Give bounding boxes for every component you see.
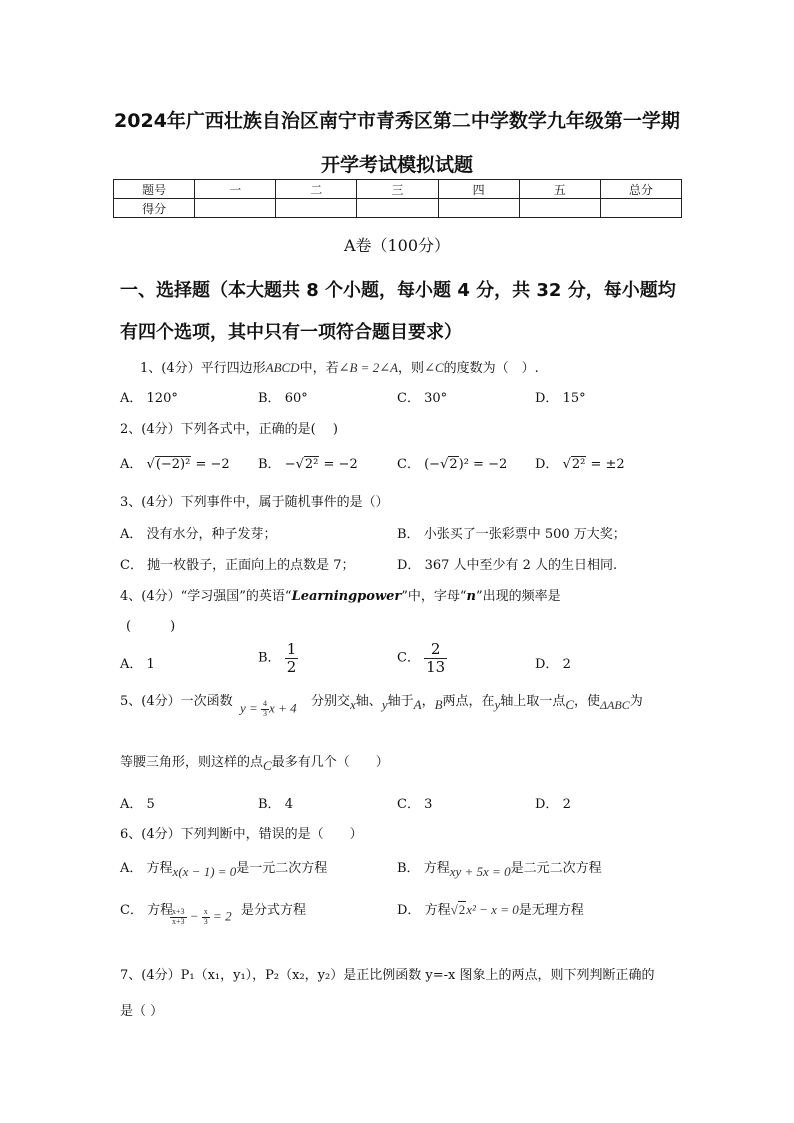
q5-option-d[interactable]: D． 2 — [535, 797, 571, 812]
score-cell[interactable] — [438, 199, 519, 218]
q3-option-b[interactable]: B． 小张买了一张彩票中 500 万大奖； — [397, 527, 626, 542]
volume-title: A卷（100分） — [343, 236, 451, 255]
question-7-line2: 是（ ） — [120, 1004, 164, 1019]
question-2-stem: 2、(4分）下列各式中，正确的是( ) — [120, 422, 338, 437]
q2-option-b[interactable]: B． −√2² = −2 — [258, 457, 358, 472]
q5-formula: y = $\frac{4}{3}$ x + 4 — [240, 699, 297, 718]
score-table — [113, 179, 682, 218]
q1-text: ，则 — [398, 361, 425, 376]
q6-option-b[interactable]: B． 方程xy + 5x = 0是二元二次方程 — [397, 861, 602, 879]
q1-option-a[interactable]: A． 120° — [120, 391, 178, 406]
q1-option-c[interactable]: C． 30° — [397, 391, 448, 406]
page-title-line2: 开学考试模拟试题 — [320, 154, 473, 176]
score-table-header-cell: 一 — [195, 180, 276, 199]
score-table-header-cell: 二 — [276, 180, 357, 199]
q6-option-c-suffix: 是分式方程 — [241, 903, 307, 918]
question-5-stem-line2: 等腰三角形，则这样的点C最多有几个（ ） — [120, 755, 389, 773]
q6-option-c-formula: $\frac{x+3}{x+3}$ − $\frac{x}{3}$ = 2 — [172, 907, 232, 926]
score-cell[interactable] — [357, 199, 438, 218]
score-cell[interactable] — [519, 199, 600, 218]
q4-option-b[interactable]: B． $\frac{1}{2}$ — [258, 640, 297, 676]
question-3-stem: 3、(4分）下列事件中，属于随机事件的是（） — [120, 495, 389, 510]
question-5-stem-prefix: 5、(4分）一次函数 — [120, 694, 233, 709]
q3-option-c[interactable]: C． 抛一枚骰子，正面向上的点数是 7； — [120, 558, 355, 573]
q4-option-a[interactable]: A． 1 — [120, 657, 155, 672]
score-table-header-cell: 四 — [438, 180, 519, 199]
section-heading-line2: 有四个选项，其中只有一项符合题目要求） — [120, 322, 462, 343]
question-5-stem-rest: 分别交x轴、y轴于A，B两点，在y轴上取一点C，使ΔABC为 — [311, 694, 643, 712]
question-1-stem — [140, 357, 539, 376]
q5-option-c[interactable]: C． 3 — [397, 797, 433, 812]
score-cell[interactable] — [195, 199, 276, 218]
q2-option-c[interactable]: C． (−√2)² = −2 — [397, 457, 508, 472]
score-row-label: 得分 — [114, 199, 195, 218]
q5-option-b[interactable]: B． 4 — [258, 797, 293, 812]
section-heading-line1: 一、选择题（本大题共 8 个小题，每小题 4 分，共 32 分，每小题均 — [120, 280, 676, 301]
q1-option-d[interactable]: D． 15° — [535, 391, 586, 406]
q6-option-d[interactable]: D． 方程√2x² − x = 0是无理方程 — [397, 902, 584, 918]
q3-option-d[interactable]: D． 367 人中至少有 2 人的生日相同. — [397, 558, 618, 573]
q4-option-c[interactable]: C． $\frac{2}{13}$ — [397, 640, 446, 676]
score-cell[interactable] — [600, 199, 681, 218]
score-table-header-cell: 三 — [357, 180, 438, 199]
q2-option-d[interactable]: D． √2² = ±2 — [535, 457, 625, 472]
q4-word: Learningpower — [291, 589, 402, 604]
page-title-line1: 2024年广西壮族自治区南宁市青秀区第二中学数学九年级第一学期 — [114, 110, 680, 132]
score-table-score-row — [114, 199, 682, 218]
score-table-header-cell: 总分 — [600, 180, 681, 199]
question-7-line1: 7、(4分）P₁（x₁，y₁），P₂（x₂，y₂）是正比例函数 y=-x 图象上的两点，则下列判断正确的 — [120, 968, 655, 983]
q2-option-a[interactable]: A． √(−2)² = −2 — [120, 457, 230, 472]
q1-math-angle: ∠C — [424, 360, 444, 375]
q6-option-a[interactable]: A． 方程x(x − 1) = 0是一元二次方程 — [120, 861, 328, 879]
q5-option-a[interactable]: A． 5 — [120, 797, 155, 812]
score-table-header-cell: 五 — [519, 180, 600, 199]
score-table-header-row — [114, 180, 682, 199]
q4-option-d[interactable]: D． 2 — [535, 657, 571, 672]
score-table-header-cell: 题号 — [114, 180, 195, 199]
q1-math-parallelogram: ABCD — [265, 360, 300, 375]
question-4-stem: 4、(4分）“学习强国”的英语“Learningpower”中，字母“n”出现的频率是 — [120, 589, 561, 604]
q4-letter: n — [466, 589, 476, 604]
q1-text: 的度数为（ ）. — [443, 361, 539, 376]
question-6-stem: 6、(4分）下列判断中，错误的是（ ） — [120, 827, 363, 842]
q1-math-condition: ∠B = 2∠A — [338, 360, 399, 375]
score-cell[interactable] — [276, 199, 357, 218]
q6-option-c[interactable]: C． 方程 — [120, 903, 174, 918]
q1-text: 中，若 — [299, 361, 339, 376]
q4-answer-paren: ( ) — [126, 619, 176, 634]
q3-option-a[interactable]: A． 没有水分，种子发芽； — [120, 527, 277, 542]
q1-text: 1、(4分）平行四边形 — [140, 361, 266, 376]
q1-option-b[interactable]: B． 60° — [258, 391, 308, 406]
